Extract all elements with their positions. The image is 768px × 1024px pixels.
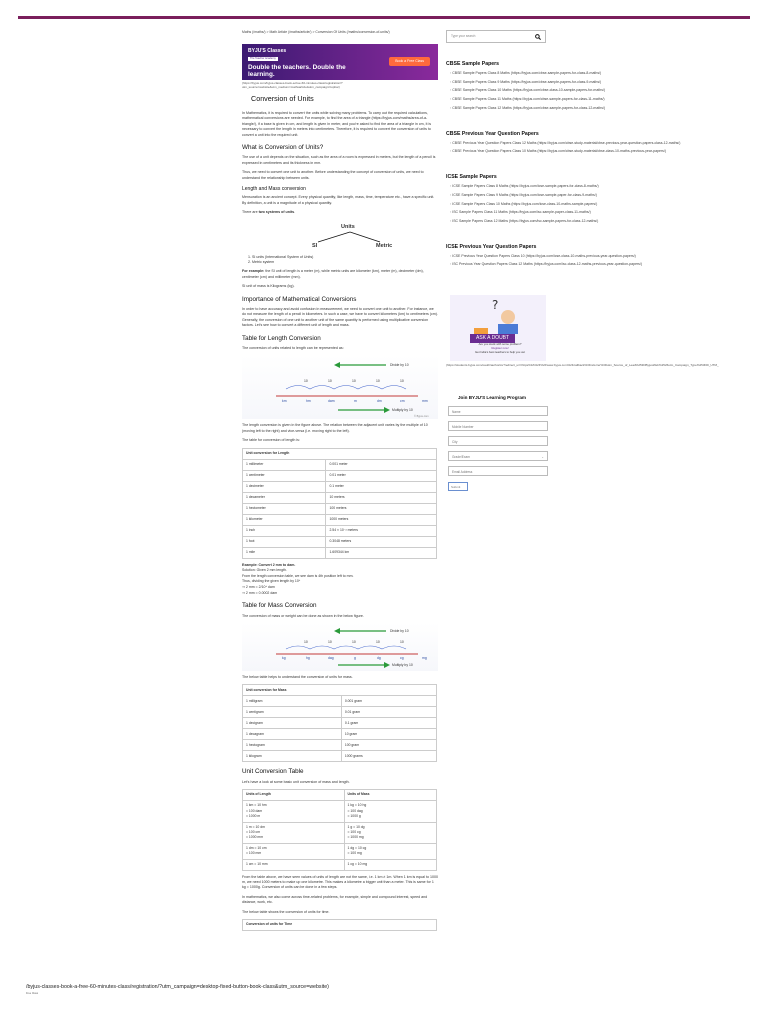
diagram-units: Units xyxy=(341,223,355,230)
name-field[interactable]: Name xyxy=(448,406,548,416)
breadcrumb-maths[interactable]: Maths (/maths/) xyxy=(242,30,266,34)
sidebar-link[interactable]: ◦ ISC Sample Papers Class 12 Maths (https://byjus.com/isc-sample-papers-for-class-12-maths/) xyxy=(450,218,599,223)
sidebar-link[interactable]: ◦ ICSE Sample Papers Class 9 Maths (https://byjus.com/icse-sample-paper-for-class-9-maths/) xyxy=(450,192,597,197)
signup-form xyxy=(448,395,752,491)
email-field[interactable]: Email Address xyxy=(448,466,548,476)
table-row: 1 kilometer 1000 meters xyxy=(243,514,437,525)
sidebar-link[interactable]: ◦ ICSE Previous Year Question Papers Class 10 (https://byjus.com/icse-class-10-maths-previous-year-question-papers/) xyxy=(450,253,636,258)
heading-unit-table: Unit Conversion Table xyxy=(242,768,304,776)
search-input[interactable]: Type your search xyxy=(451,34,476,39)
sidebar-link[interactable]: ◦ ISC Sample Papers Class 11 Maths (https://byjus.com/isc-sample-paper-class-11-maths/) xyxy=(450,210,591,215)
sidebar xyxy=(446,30,752,491)
table-row: 1 centimeter 0.01 meter xyxy=(243,470,437,481)
sidebar-link[interactable]: ◦ CBSE Previous Year Question Papers Class 12 Maths (https://byjus.com/cbse-study-material/cbse-previous-year-question-papers-class-12-maths/) xyxy=(450,140,681,145)
sidebar-link[interactable]: ◦ ICSE Sample Papers Class 10 Maths (https://byjus.com/icse-class-10-maths-sample-papers/) xyxy=(450,201,598,206)
sidebar-link[interactable]: ◦ CBSE Sample Papers Class 8 Maths (https://byjus.com/cbse-sample-papers-for-class-8-maths/) xyxy=(450,71,602,76)
banner-tagline: The Teacher Academy xyxy=(250,56,276,60)
sidebar-heading-cbse-sample: CBSE Sample Papers xyxy=(446,61,500,67)
heading-what: What is Conversion of Units? xyxy=(242,143,324,151)
table-row: 1 milligram 0.001 gram xyxy=(243,696,437,707)
svg-text:?: ? xyxy=(492,298,499,313)
systems-list: 1. SI units (International System of Units) 2. Metric system xyxy=(248,254,314,265)
doubt-link[interactable]: (https://students.byjus.com/oauth/authorize?redirect_uri=https%3A%2F%2Fwww.byjus.com%2Fcallback%3Freferrer%3Dutm_Source_of_Lead%253DByjusWeb%2526utm_Campaign_Type%253DD_UTM_ xyxy=(446,363,719,368)
table-row: 1 decameter 10 meters xyxy=(243,492,437,503)
breadcrumb: Maths (/maths/) > Math Article (/maths/article/) > Conversion Of Units (/maths/conversion-of-units/) xyxy=(242,30,390,34)
form-title: Join BYJU'S Learning Program xyxy=(458,395,526,401)
heading-length-mass: Length and Mass conversion xyxy=(242,185,306,192)
units-tree-lines xyxy=(242,220,438,252)
length-table: Unit conversion for Length 1 millimeter 0.001 meter 1 centimeter 0.01 meter 1 decimeter 0.1 meter 1 decameter 10 meters 1 hectometer 100 meters 1 kilometer 1000 meters 1 inch 2.54 × 10⁻² meters 1 foot 0.3048 meters 1 mile 1.609344 km xyxy=(242,448,437,559)
table-row: 1 dm = 10 cm = 100 mm 1 dg = 10 cg = 100 mg xyxy=(243,843,437,859)
breadcrumb-current[interactable]: Conversion Of Units (/maths/conversion-of-units/) xyxy=(315,30,390,34)
article: Maths (/maths/) > Math Article (/maths/article/) > Conversion Of Units (/maths/conversion-of-units/) BYJU'S Classes The Teacher Academy Double the teachers. Double the learning. Book a Free Class (https://byjus.com/byjus-classes-book-a-free-60-minutes-class/registration/?utm_source=website&utm_medium=mathsarticle&utm_campaign=topbar) Conversion of Units In Mathematics, it is required to convert the units while solving many problems. To carry out the required calculations, mathematical conversions are needed. For example, to find the area of a triangle (https://byjus.com/maths/area-of-a-triangle/), if a base is given in cm, and length is given in meter, and you're asked to find the area of a triangle in cm, it is necessary to convert the length in meters into centimeters. Therefore, it is required to convert the conversion of units to convert a unit into the required unit. What is Conversion of Units? The use of a unit depends on the situation, such as the area of a room is expressed in meters, but the length of a pencil is expressed in centimeters and its thickness in mm. Thus, we need to convert one unit to another. Before understanding the concept of conversion of units, we need to understand the relationship between units. Length and Mass conversion Mensuration is an ancient concept. Every physical quantity, like length, mass, time, temperature etc., have a specific unit. By definition, a unit is a magnitude of a physical quantity. There are two systems of units. Units SI Metric 1. SI units (International System of Units) 2. Metric system For example: the SI unit of length is a meter (m), while metric units are kilometer (km), meter (m), decimeter (dm), centimeter (cm) and millimeter (mm). SI unit of mass is Kilograms (kg). Importance of Mathematical Conversions In order to have accuracy and avoid confusion in measurement, we need to convert one unit to another. For instance, we do not measure the length of a pencil in kilometers. In such a case, we have to convert kilometers (km) to centimeters (cm). Generally, the conversion of one unit to another unit of the same quantity is performed using multiplicative conversion factors. Let's see how to convert a different unit of length and mass. Table for Length Conversion The conversion of units related to length can be represented as: Divide by 10 10 10 10 10 10 km hm dam m dm cm mm Multiply by 10 © Byjus.com The length conversion is given in the figure above. The relation between the adjacent unit varies by the multiple of 10 (moving left to the right) and vice-versa (i.e. moving right to the left). The table for conversion of length is: Unit conversion for Length 1 millimeter 0.001 meter 1 centimeter 0.01 meter 1 decimeter 0.1 meter 1 decameter 10 meters 1 hectometer 100 meters 1 kilometer 1000 meters 1 inch 2.54 × 10⁻² meters 1 foot 0.3048 meters 1 mile 1.609344 km Example: Convert 2 mm to dam. Solution: Given 2 mm length. From the length conversion table, we see dam is 4th position left to mm. Thus, dividing the given length by 10⁴ ⇒ 2 mm = 2/10⁴ dam ⇒ 2 mm = 0.0002 dam Table for Mass Conversion The conversion of mass or weight can be done as shown in the below figure. Divide by 10 10 10 10 10 10 kg hg dag g dg cg mg Multiply by 10 The below table helps to understand the conversion of units for mass. Unit conversion for Mass 1 milligram 0.001 gram 1 centigram 0.01 gram 1 decigram 0.1 gram 1 decagram 10 gram 1 hectogram 100 gram 1 kilogram 1000 grams Unit Conversion Table Let's have a look at some basic unit conversion of mass and length. Units of Length Units of Mass 1 km = 10 hm = 100 dam = 1000 m 1 kg = 10 hg = 100 dag = 1000 g 1 m = 10 dm = 100 cm = 1000 mm 1 g = 10 dg = 100 cg = 1000 mg 1 dm = 10 cm = 100 mm 1 dg = 10 cg = 100 mg 1 cm = 10 mm 1 cg = 10 mg From the table above, we have seen values of units of length are not the same, i.e. 1 km ≠ 1m. When 1 km is equal to 1000 m, we need 1000 meters to make up one kilometre. This makes a kilometre a bigger unit than a meter. This is same for 1 kg = 1000g. Conversion of units can be done in a few steps. In mathematics, we also come across time-related problems, for example, simple and compound interest, speed and distance, work, etc. The below table shows the conversion of units for time. Conversion of units for Time xyxy=(242,30,438,935)
sidebar-link[interactable]: ◦ CBSE Sample Papers Class 12 Maths (https://byjus.com/cbse-sample-papers-for-class-12-maths/) xyxy=(450,105,606,110)
unit-conversion-table: Units of Length Units of Mass 1 km = 10 hm = 100 dam = 1000 m 1 kg = 10 hg = 100 dag = 1000 g 1 m = 10 dm = 100 cm = 1000 mm 1 g = 10 dg = 100 cg = 1000 mg 1 dm = 10 cm = 100 mm 1 dg = 10 cg = 100 mg 1 cm = 10 mm 1 cg = 10 mg xyxy=(242,789,437,871)
free-class-label: Free Class xyxy=(26,992,39,995)
breadcrumb-math-article[interactable]: Math Article (/maths/article/) xyxy=(269,30,312,34)
sidebar-link[interactable]: ◦ CBSE Sample Papers Class 11 Maths (https://byjus.com/cbse-sample-papers-for-class-11-maths/) xyxy=(450,97,605,102)
mass-table: Unit conversion for Mass 1 milligram 0.001 gram 1 centigram 0.01 gram 1 decigram 0.1 gram 1 decagram 10 gram 1 hectogram 100 gram 1 kilogram 1000 grams xyxy=(242,684,437,762)
table-row: 1 m = 10 dm = 100 cm = 1000 mm 1 g = 10 dg = 100 cg = 1000 mg xyxy=(243,822,437,843)
diagram-si: SI xyxy=(312,242,318,249)
search-box[interactable] xyxy=(446,30,546,43)
table-row: 1 inch 2.54 × 10⁻² meters xyxy=(243,525,437,536)
table-row: 1 foot 0.3048 meters xyxy=(243,536,437,547)
banner-headline: Double the teachers. Double the learning. xyxy=(248,64,346,79)
intro-paragraph: In Mathematics, it is required to convert the units while solving many problems. To carry out the required calculations, mathematical conversions are needed. For example, to find the area of a triangle (https://byjus.com/maths/area-of-a-triangle/), if a base is given in cm, and length is given in meter, and you're asked to find the area of a triangle in cm, it is necessary to convert the length in meters into centimeters. Therefore, it is required to convert the conversion of units to convert a unit into the required unit. xyxy=(242,111,432,137)
table-row: 1 millimeter 0.001 meter xyxy=(243,459,437,470)
diagram-metric: Metric xyxy=(376,242,393,249)
grade-select[interactable]: Grade/Exam ⌄ xyxy=(448,451,548,461)
top-accent-bar xyxy=(18,16,750,19)
ask-doubt-button[interactable]: ASK A DOUBT xyxy=(470,334,515,343)
heading-importance: Importance of Mathematical Conversions xyxy=(242,295,357,303)
student-illustration-icon xyxy=(450,295,546,335)
byjus-logo: BYJU'S Classes xyxy=(248,48,287,55)
table-row: 1 decagram 10 gram xyxy=(243,729,437,740)
submit-button[interactable]: Submit xyxy=(448,482,468,491)
sidebar-link[interactable]: ◦ CBSE Previous Year Question Papers Class 10 Maths (https://byjus.com/cbse-study-material/cbse-class-10-maths-previous-year-papers/) xyxy=(450,149,666,154)
sidebar-heading-icse-previous: ICSE Previous Year Question Papers xyxy=(446,243,537,250)
time-table: Conversion of units for Time xyxy=(242,919,437,931)
chevron-down-icon: ⌄ xyxy=(541,455,544,460)
fixed-book-class-link[interactable]: /byjus-classes-book-a-free-60-minutes-class/registration/?utm_campaign=desktop-fixed-button-book-class&utm_source=website) xyxy=(26,984,329,990)
sidebar-heading-cbse-previous: CBSE Previous Year Question Papers xyxy=(446,130,539,137)
table-row: 1 centigram 0.01 gram xyxy=(243,707,437,718)
sidebar-heading-icse-sample: ICSE Sample Papers xyxy=(446,174,497,181)
mass-ladder-figure: Divide by 10 10 10 10 10 10 kg hg dag g dg cg mg Multiply by 10 xyxy=(242,623,438,671)
search-icon[interactable] xyxy=(535,34,541,40)
table-row: 1 cm = 10 mm 1 cg = 10 mg xyxy=(243,859,437,870)
city-field[interactable]: City xyxy=(448,436,548,446)
book-free-class-button[interactable]: Book a Free Class xyxy=(389,57,430,66)
sidebar-link[interactable]: ◦ CBSE Sample Papers Class 9 Maths (https://byjus.com/cbse-sample-papers-for-class-9-maths/) xyxy=(450,79,602,84)
heading-length-table: Table for Length Conversion xyxy=(242,334,321,342)
banner-link[interactable]: (https://byjus.com/byjus-classes-book-a-free-60-minutes-class/registration/?utm_source=website&utm_medium=mathsarticle&utm_campaign=topbar) xyxy=(242,81,343,90)
sidebar-link[interactable]: ◦ ICSE Sample Papers Class 8 Maths (https://byjus.com/icse-sample-papers-for-class-8-maths/) xyxy=(450,184,599,189)
table-row: 1 decimeter 0.1 meter xyxy=(243,481,437,492)
heading-mass-table: Table for Mass Conversion xyxy=(242,602,317,610)
table-row: 1 hectometer 100 meters xyxy=(243,503,437,514)
table-row: 1 hectogram 100 gram xyxy=(243,740,437,751)
sidebar-link[interactable]: ◦ CBSE Sample Papers Class 10 Maths (https://byjus.com/cbse-class-10-sample-papers-for-maths/) xyxy=(450,88,606,93)
promo-banner[interactable] xyxy=(242,44,438,80)
units-diagram xyxy=(242,220,438,252)
page-title: Conversion of Units xyxy=(251,94,314,104)
table-row: 1 mile 1.609344 km xyxy=(243,547,437,558)
table-row: 1 kilogram 1000 grams xyxy=(243,751,437,762)
length-ladder-figure: Divide by 10 10 10 10 10 10 km hm dam m dm cm mm Multiply by 10 © Byjus.com xyxy=(242,355,438,419)
worked-example: Example: Convert 2 mm to dam. Solution: Given 2 mm length. From the length conversion table, we see dam is 4th position left to mm. Thus, dividing the given length by 10⁴ ⇒ 2 mm = 2/10⁴ dam ⇒ 2 mm = 0.0002 dam xyxy=(242,562,354,595)
sidebar-link[interactable]: ◦ ISC Previous Year Question Papers Class 12 Maths (https://byjus.com/isc-class-12-maths-previous-year-question-papers/) xyxy=(450,262,643,267)
mobile-field[interactable]: Mobile Number xyxy=(448,421,548,431)
table-row: 1 decigram 0.1 gram xyxy=(243,718,437,729)
table-row: 1 km = 10 hm = 100 dam = 1000 m 1 kg = 10 hg = 100 dag = 1000 g xyxy=(243,801,437,822)
ask-doubt-banner[interactable]: ? ASK A DOUBT Are you stuck with some problem? Register now! Get India's best teachers to help you out xyxy=(450,295,546,361)
